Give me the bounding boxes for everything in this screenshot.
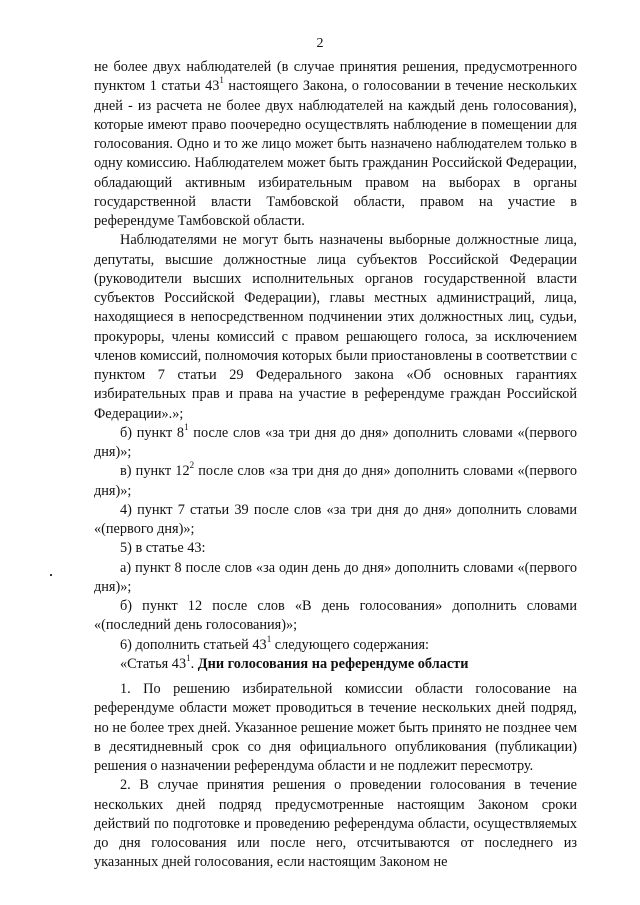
article-separator: . <box>190 655 198 672</box>
page-number: 2 <box>316 36 324 51</box>
paragraph-text: 6) дополнить статьей 43 <box>120 636 267 653</box>
paragraph-text: б) пункт 8 <box>120 424 185 441</box>
paragraph-item-6 <box>94 633 577 655</box>
superscript: 1 <box>266 633 272 644</box>
paragraph-item-b-8 <box>94 421 577 463</box>
paragraph-text: в) пункт 12 <box>120 463 190 480</box>
article-heading <box>94 652 577 674</box>
article-label: «Статья 43 <box>120 655 187 672</box>
paragraph-item-a-8: а) пункт 8 после слов «за один день до дня» дополнить словами «(первого дня)»; <box>94 559 577 595</box>
superscript: 1 <box>184 421 189 432</box>
paragraph-text: следующего содержания: <box>271 636 430 653</box>
document-body <box>94 58 577 873</box>
paragraph-text: не более двух наблюдателей (в случае принятия решения, предусмотренного пунктом 1 статьи 43 <box>94 59 577 95</box>
paragraph-text: после слов «за три дня до дня» дополнить словами «(первого дня)»; <box>94 463 577 499</box>
paragraph-restrictions: Наблюдателями не могут быть назначены выборные должностные лица, депутаты, высшие должностные лица субъектов Российской Федерации (руководители высших исполнительных органов государственной власти субъектов Российской Федерации), главы местных администраций, лица, находящиеся в непосредственном подчинении этих должностных лиц, судьи, прокуроры, члены комиссий с правом решающего голоса, за исключением членов комиссий, полномочия которых были приостановлены в соответствии с пунктом 7 статьи 29 Федерального закона «Об основных гарантиях избирательных прав и права на участие в референдуме граждан Российской Федерации».»; <box>94 232 577 422</box>
paragraph-text: после слов «за три дня до дня» дополнить словами «(первого дня)»; <box>94 424 577 460</box>
paragraph-text: настоящего Закона, о голосовании в течение нескольких дней - из расчета не более двух наблюдателей на каждый день голосования), которые имеют право поочередно осуществлять наблюдение в помещении для голосования. Одно и то же лицо может быть назначено наблюдателем только в одну комиссию. Наблюдателем может быть гражданин Российской Федерации, обладающий активным избирательным правом на выборах в органы государственной власти Тамбовской области, правом на участие в референдуме Тамбовской области. <box>94 78 577 229</box>
article-title: Дни голосования на референдуме области <box>197 655 469 672</box>
margin-mark <box>50 574 52 576</box>
paragraph-article-point-1: 1. По решению избирательной комиссии области голосование на референдуме области может проводиться в течение нескольких дней подряд, но не более трех дней. Указанное решение может быть принято не позднее чем в десятидневный срок со дня официального опубликования (публикации) решения о назначении референдума области и не подлежит пересмотру. <box>94 681 577 774</box>
paragraph-item-5: 5) в статье 43: <box>120 540 206 557</box>
superscript: 1 <box>186 652 191 663</box>
paragraph-item-4: 4) пункт 7 статьи 39 после слов «за три дня до дня» дополнить словами «(первого дня)»; <box>94 501 577 537</box>
paragraph-item-v-12 <box>94 462 577 501</box>
paragraph-item-b-12: б) пункт 12 после слов «В день голосования» дополнить словами «(последний день голосования)»; <box>94 598 577 634</box>
superscript: 2 <box>189 460 195 471</box>
superscript: 1 <box>219 75 224 86</box>
paragraph-observers <box>94 58 577 231</box>
paragraph-article-point-2: 2. В случае принятия решения о проведении голосования в течение нескольких дней подряд предусмотренные настоящим Законом сроки действий по подготовке и проведению референдума области, осуществляемых до дня голосования или после него, отсчитываются от последнего из указанных дней голосования, если настоящим Законом не <box>94 777 577 871</box>
